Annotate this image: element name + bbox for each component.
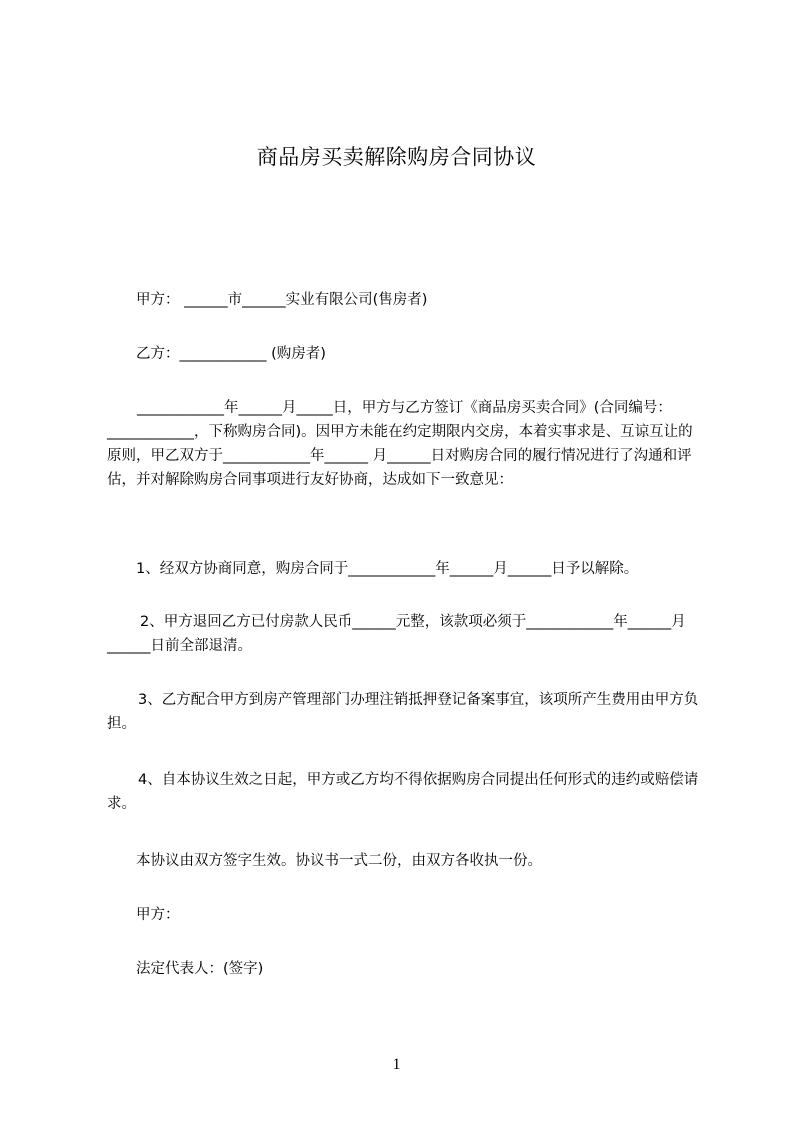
clause-3: 3、乙方配合甲方到房产管理部门办理注销抵押登记备案事宜，该项所产生费用由甲方负担。: [107, 692, 699, 732]
preamble-paragraph: ____________年______月_____日，甲方与乙方签订《商品房买卖合同》(合同编号：____________，下称购房合同)。因甲方未能在约定期限内交房，本着实事求是、互谅互让的原则，甲乙双方于____________年______ 月______日对购房合同的履行情况进行了沟通和评估，并对解除购房合同事项进行友好协商，达成如下一致意见：: [107, 400, 693, 488]
document-title: 商品房买卖解除购房合同协议: [256, 145, 537, 169]
effect-clause: 本协议由双方签字生效。协议书一式二份，由双方各收执一份。: [136, 853, 542, 869]
party-b-line: 乙方：____________ (购房者): [136, 346, 326, 362]
signature-legal-representative: 法定代表人：(签字): [136, 961, 264, 977]
clause-1: 1、经双方协商同意，购房合同于____________年______月______日予以解除。: [136, 561, 639, 577]
clause-2: 2、甲方退回乙方已付房款人民币______元整，该款项必须于____________年______月______日前全部退清。: [107, 614, 686, 654]
clause-4: 4、自本协议生效之日起，甲方或乙方均不得依据购房合同提出任何形式的违约或赔偿请求。: [107, 772, 699, 812]
page-number: 1: [392, 1056, 401, 1073]
signature-party-a: 甲方：: [136, 907, 180, 923]
party-a-line: 甲方： ______市______实业有限公司(售房者): [136, 292, 428, 308]
